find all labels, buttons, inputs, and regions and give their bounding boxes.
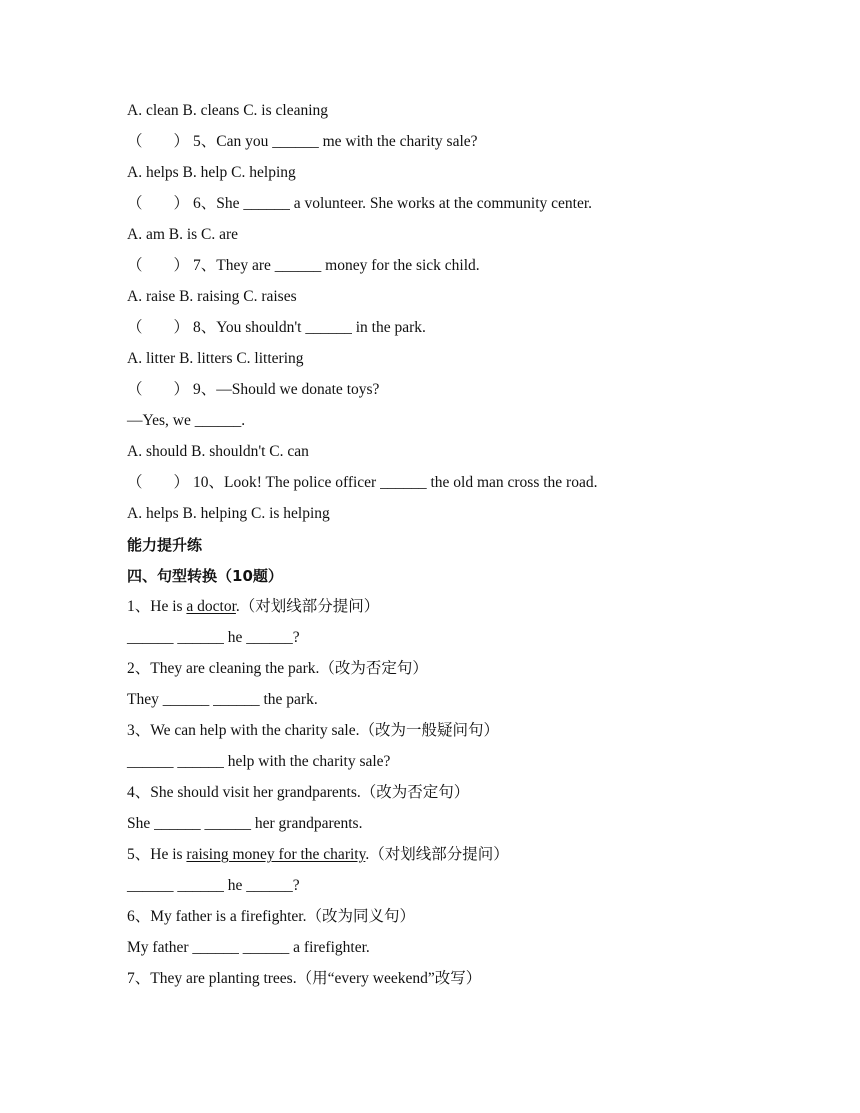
answer-paren[interactable]: （ ） — [127, 319, 190, 336]
question-9 — [127, 376, 807, 407]
answer-line-q9: —Yes, we ______. — [127, 412, 246, 429]
question-5 — [127, 128, 807, 159]
transform-blank-3[interactable]: ______ ______ help with the charity sale? — [127, 753, 391, 770]
question-text: 7、They are ______ money for the sick child. — [193, 257, 480, 274]
question-text: 8、You shouldn't ______ in the park. — [193, 319, 426, 336]
options-line-q7: A. raise B. raising C. raises — [127, 288, 297, 305]
transform-item-5 — [127, 841, 807, 872]
underlined-text: raising money for the charity — [186, 846, 366, 863]
options-line-q5: A. helps B. help C. helping — [127, 164, 296, 181]
transform-instruction: .（对划线部分提问） — [365, 846, 509, 863]
options-line-q8: A. litter B. litters C. littering — [127, 350, 304, 367]
section-label: 能力提升练 — [127, 536, 203, 554]
transform-blank-5[interactable]: ______ ______ he ______? — [127, 877, 300, 894]
transform-item-2: 2、They are cleaning the park.（改为否定句） — [127, 660, 428, 677]
answer-paren[interactable]: （ ） — [127, 381, 190, 398]
transform-instruction: .（对划线部分提问） — [235, 598, 380, 615]
transform-text: 1、He is — [127, 598, 187, 615]
question-7 — [127, 252, 807, 283]
question-10 — [127, 469, 807, 500]
options-line-q4: A. clean B. cleans C. is cleaning — [127, 102, 329, 119]
answer-paren[interactable]: （ ） — [127, 195, 190, 212]
transform-blank-4[interactable]: She ______ ______ her grandparents. — [127, 815, 363, 832]
answer-paren[interactable]: （ ） — [127, 474, 190, 491]
transform-text: 5、He is — [127, 846, 187, 863]
worksheet-page — [127, 97, 807, 996]
question-8 — [127, 314, 807, 345]
transform-item-6: 6、My father is a firefighter.（改为同义句） — [127, 908, 415, 925]
transform-blank-2[interactable]: They ______ ______ the park. — [127, 691, 318, 708]
question-text: 5、Can you ______ me with the charity sale? — [193, 133, 478, 150]
transform-item-4: 4、She should visit her grandparents.（改为否定句） — [127, 784, 470, 801]
options-line-q9: A. should B. shouldn't C. can — [127, 443, 309, 460]
transform-blank-6[interactable]: My father ______ ______ a firefighter. — [127, 939, 370, 956]
transform-blank-1[interactable]: ______ ______ he ______? — [127, 629, 300, 646]
section-heading: 四、句型转换（10题） — [127, 567, 283, 585]
answer-paren[interactable]: （ ） — [127, 257, 190, 274]
answer-paren[interactable]: （ ） — [127, 133, 190, 150]
transform-item-1 — [127, 593, 807, 624]
question-6 — [127, 190, 807, 221]
question-text: 9、—Should we donate toys? — [193, 381, 380, 398]
transform-item-3: 3、We can help with the charity sale.（改为一般疑问句） — [127, 722, 499, 739]
options-line-q10: A. helps B. helping C. is helping — [127, 505, 330, 522]
question-text: 10、Look! The police officer ______ the old man cross the road. — [193, 474, 598, 491]
underlined-text: a doctor — [186, 598, 236, 615]
question-text: 6、She ______ a volunteer. She works at the community center. — [193, 195, 593, 212]
transform-item-7: 7、They are planting trees.（用“every weekend”改写） — [127, 970, 482, 987]
options-line-q6: A. am B. is C. are — [127, 226, 239, 243]
